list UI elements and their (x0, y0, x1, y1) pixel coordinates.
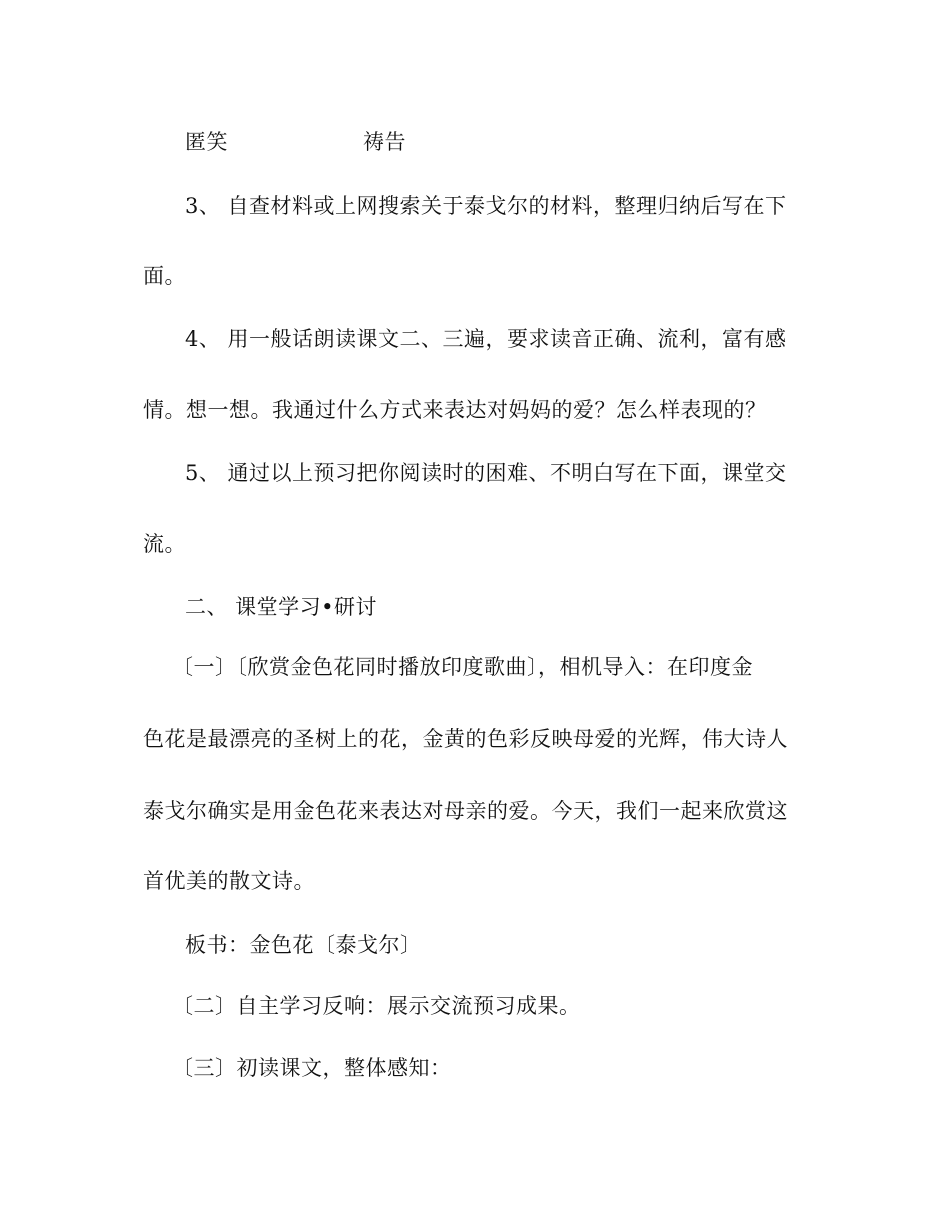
item-4-line-1: 4、 用一般话朗读课文二、三遍，要求读音正确、流利，富有感 (185, 327, 787, 351)
vocab-row (185, 128, 406, 156)
section-2-heading: 二、 课堂学习•研讨 (185, 595, 378, 619)
item-4-line-2: 情。想一想。我通过什么方式来表达对妈妈的爱？怎么样表现的？ (143, 398, 767, 422)
step-2: 〔二〕自主学习反响：展示交流预习成果。 (172, 994, 581, 1018)
item-3-line-2: 面。 (143, 264, 186, 288)
board-note: 板书：金色花〔泰戈尔〕 (185, 933, 422, 957)
intro-line-2: 色花是最漂亮的圣树上的花，金黄的色彩反映母爱的光辉，伟大诗人 (143, 727, 788, 751)
intro-line-1: 〔一〕〔欣赏金色花同时播放印度歌曲〕，相机导入：在印度金 (172, 655, 753, 679)
step-3: 〔三〕初读课文，整体感知： (172, 1056, 452, 1080)
vocab-word-2: 祷告 (363, 130, 406, 154)
item-5-line-2: 流。 (143, 532, 186, 556)
vocab-word-1: 匿笑 (185, 130, 228, 154)
intro-line-4: 首优美的散文诗。 (143, 869, 315, 893)
item-3-line-1: 3、 自查材料或上网搜索关于泰戈尔的材料，整理归纳后写在下 (185, 194, 787, 218)
intro-line-3: 泰戈尔确实是用金色花来表达对母亲的爱。今天，我们一起来欣赏这 (143, 799, 788, 823)
item-5-line-1: 5、 通过以上预习把你阅读时的困难、不明白写在下面，课堂交 (185, 461, 787, 485)
